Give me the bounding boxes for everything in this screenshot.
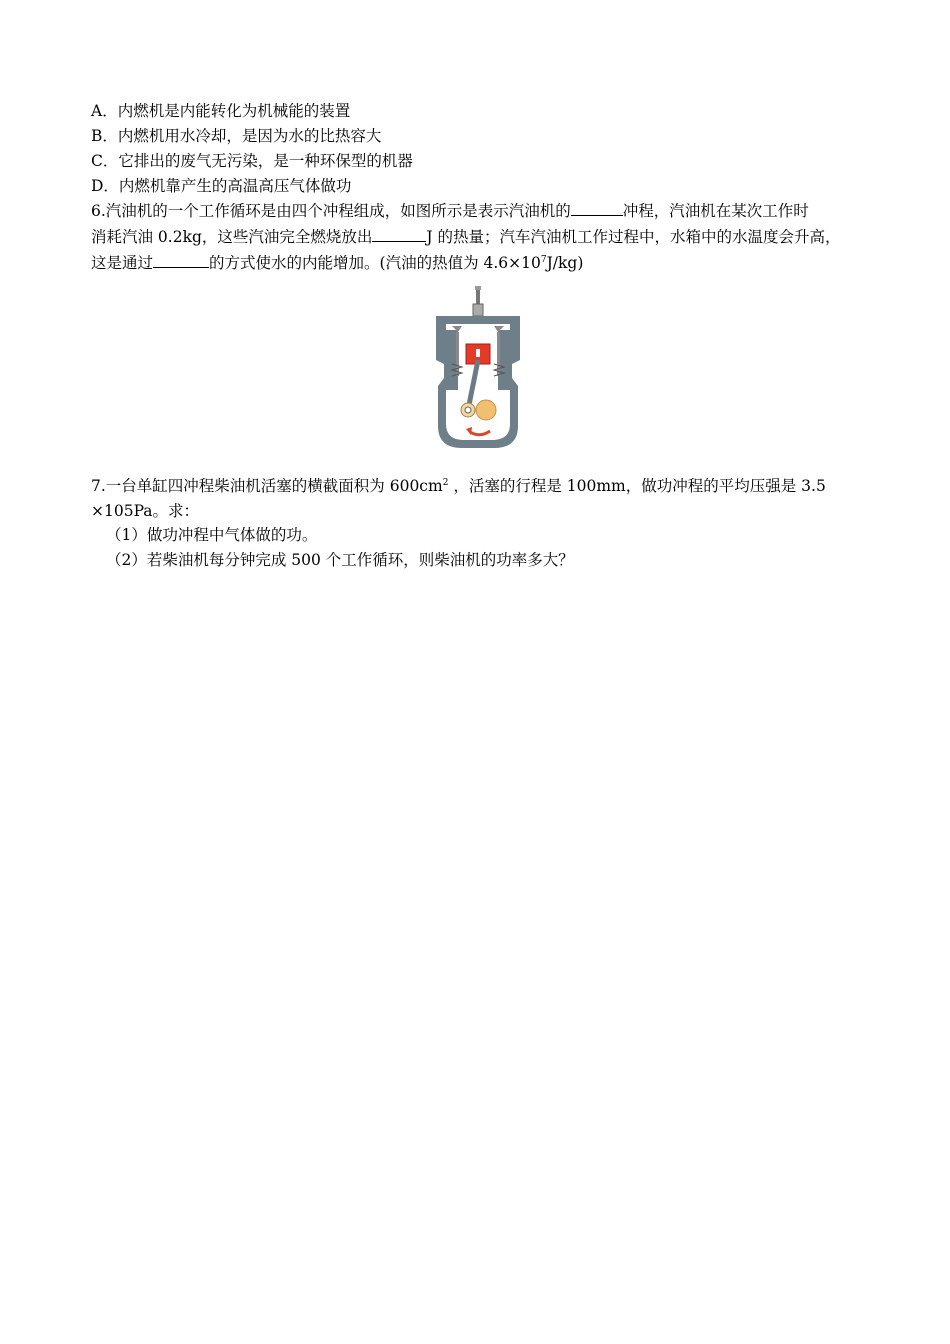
q6-text: 冲程，汽油机在某次工作时: [622, 202, 809, 220]
q6-text: J/kg): [546, 254, 584, 272]
exponent: 7: [540, 255, 547, 265]
question-7-line-1: [91, 475, 826, 497]
exponent: 2: [442, 478, 449, 488]
q7-text: 7.一台单缸四冲程柴油机活塞的横截面积为 600cm: [91, 477, 443, 495]
answer-blank-1: [571, 200, 623, 216]
option-b: B．内燃机用水冷却，是因为水的比热容大: [91, 127, 382, 145]
engine-cylinder-icon: [432, 286, 524, 448]
option-a: A．内燃机是内能转化为机械能的装置: [91, 102, 351, 120]
answer-blank-3: [153, 252, 209, 268]
question-6-line-3: [91, 252, 583, 274]
q7-text: ，活塞的行程是 100mm，做功冲程的平均压强是 3.5: [448, 477, 826, 495]
q6-text: 这是通过: [91, 254, 154, 272]
question-6-line-2: [91, 226, 841, 248]
option-c: C．它排出的废气无污染，是一种环保型的机器: [91, 152, 413, 170]
question-7-sub-2: （2）若柴油机每分钟完成 500 个工作循环，则柴油机的功率多大？: [106, 551, 574, 569]
option-d: D．内燃机靠产生的高温高压气体做功: [91, 177, 352, 195]
q6-text: 消耗汽油 0.2kg，这些汽油完全燃烧放出: [91, 228, 373, 246]
q6-text: 的方式使水的内能增加。(汽油的热值为 4.6×10: [209, 254, 541, 272]
q6-text: 6.汽油机的一个工作循环是由四个冲程组成，如图所示是表示汽油机的: [91, 202, 571, 220]
q6-text: J 的热量；汽车汽油机工作过程中，水箱中的水温度会升高，: [426, 228, 841, 246]
question-7-line-2: ×105Pa。求：: [91, 502, 200, 520]
question-6-line-1: [91, 200, 809, 222]
question-7-sub-1: （1）做功冲程中气体做的功。: [106, 526, 318, 544]
answer-blank-2: [372, 226, 426, 242]
